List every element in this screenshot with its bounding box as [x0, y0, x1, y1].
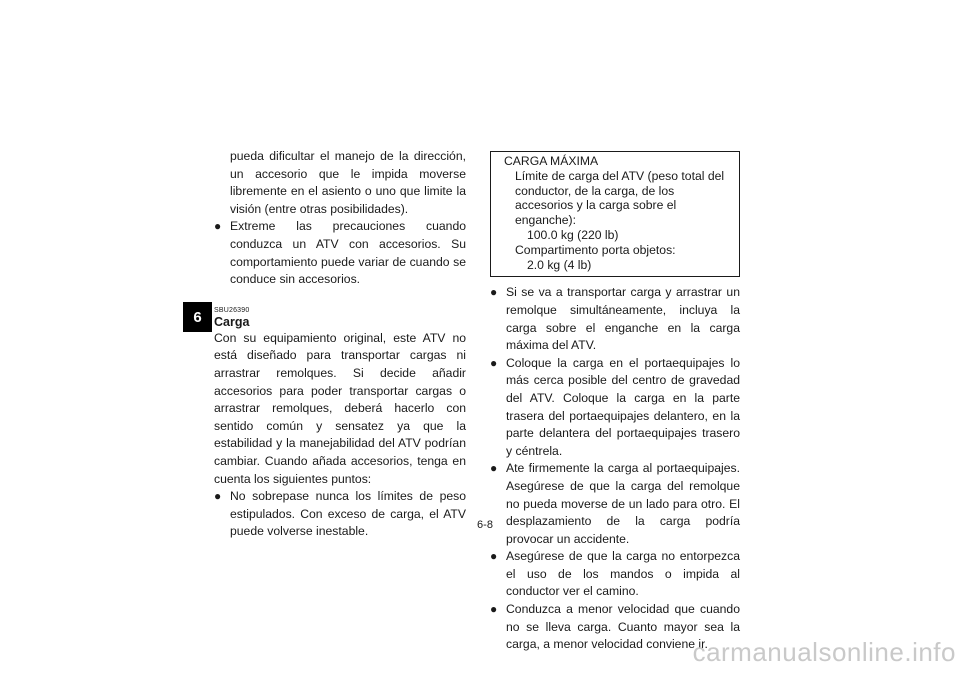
bullet-text: Coloque la carga en el portaequipajes lo más cerca posible del centro de gravedad del ATV. Coloque la carga en la parte trasera del portaequipajes delantero, en la parte delantera del portaequipajes trasero y céntrela. [506, 355, 740, 458]
bullet-text: Extreme las precauciones cuando conduzca un ATV con accesorios. Su comportamiento puede variar de cuando se conduce sin accesorios. [230, 219, 466, 287]
bullet-item [490, 355, 740, 461]
section-paragraph: Con su equipamiento original, este ATV no está diseñado para transportar cargas ni arrastrar remolques. Si decide añadir accesorios para poder transportar cargas o arrastrar remolques, deberá hacerlo con sentido común y sensatez ya que la estabilidad y la manejabilidad del ATV podrían cambiar. Cuando añada accesorios, tenga en cuenta los siguientes puntos: [214, 330, 466, 486]
max-load-box [490, 151, 740, 277]
page-number: 6-8 [477, 519, 493, 531]
bullet-text: Asegúrese de que la carga no entorpezca el uso de los mandos o impida al conductor ver el camino. [506, 549, 740, 599]
storage-load-line: Compartimento porta objetos: [515, 242, 676, 257]
watermark: carmanualsonline.info [692, 637, 956, 667]
bullet-text: Conduzca a menor velocidad que cuando no se lleva carga. Cuanto mayor sea la carga, a menor velocidad conviene ir. [506, 602, 740, 652]
left-column [214, 148, 466, 541]
bullet-text: Ate firmemente la carga al portaequipajes. Asegúrese de que la carga del remolque no pueda moverse de un lado para otro. El desplazamiento de la carga podría provocar un accidente. [506, 461, 740, 546]
bullet-icon: ● [490, 355, 498, 370]
bullet-item [490, 460, 740, 548]
bullet-icon: ● [214, 489, 222, 504]
continuation-text: pueda dificultar el manejo de la dirección, un accesorio que le impida moverse libremente en el asiento o uno que limite la visión (entre otras posibilidades). [230, 149, 466, 216]
bullet-item [490, 284, 740, 354]
bullet-text: No sobrepase nunca los límites de peso estipulados. Con exceso de carga, el ATV puede volverse inestable. [230, 489, 466, 539]
bullet-icon: ● [490, 285, 498, 300]
max-load-line: Límite de carga del ATV (peso total del conductor, de la carga, de los accesorios y la carga sobre el enganche): [515, 168, 725, 228]
max-load-title: CARGA MÁXIMA [504, 154, 599, 168]
bullet-icon: ● [214, 219, 222, 234]
section-heading: Carga [214, 314, 250, 329]
bullet-icon: ● [490, 602, 498, 617]
section-code: SBU26390 [214, 306, 250, 314]
storage-load-value: 2.0 kg (4 lb) [527, 257, 592, 272]
bullet-item [214, 488, 466, 541]
bullet-icon: ● [490, 461, 498, 476]
bullet-item [214, 218, 466, 288]
max-load-value: 100.0 kg (220 lb) [527, 227, 619, 242]
bullet-item [490, 548, 740, 601]
bullet-icon: ● [490, 549, 498, 564]
chapter-tab: 6 [183, 302, 212, 332]
bullet-text: Si se va a transportar carga y arrastrar un remolque simultáneamente, incluya la carga sobre el enganche en la carga máxima del ATV. [506, 285, 740, 353]
right-column [490, 151, 740, 654]
